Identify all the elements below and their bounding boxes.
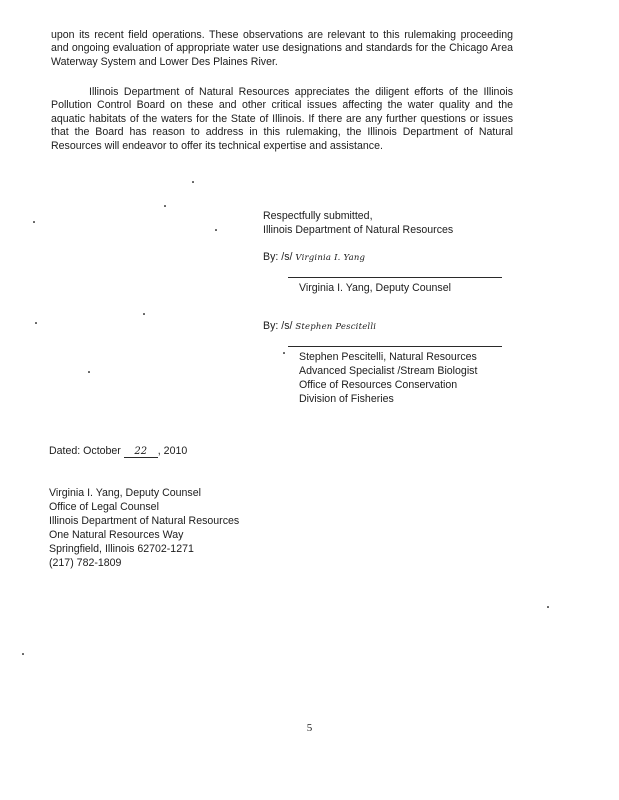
dated-line xyxy=(49,445,187,458)
signer2-line-3: Office of Resources Conservation xyxy=(299,379,458,391)
scan-speck xyxy=(33,221,35,223)
address-line-3: Illinois Department of Natural Resources xyxy=(49,515,240,527)
scan-speck xyxy=(22,653,24,655)
address-line-5: Springfield, Illinois 62702-1271 xyxy=(49,543,194,555)
dated-prefix: Dated: October xyxy=(49,445,121,457)
signer2-underline xyxy=(288,346,502,347)
signer2-by-label: By: /s/ xyxy=(263,320,293,332)
signer1-by-label: By: /s/ xyxy=(263,251,293,263)
address-line-1: Virginia I. Yang, Deputy Counsel xyxy=(49,487,201,499)
signer2-signature-line xyxy=(263,320,376,334)
scan-speck xyxy=(143,313,145,315)
body-paragraph-2: Illinois Department of Natural Resources appreciates the diligent efforts of the Illinois Pollution Control Board on these and other critical issues affecting the water quality and the aquatic habitats of the waters for the State of Illinois. If there are any further questions or issues that the Board has reason to address in this rulemaking, the Illinois Department of Natural Resources will endeavor to offer its technical expertise and assistance. xyxy=(51,86,513,152)
dated-day: 22 xyxy=(124,446,158,458)
address-line-2: Office of Legal Counsel xyxy=(49,501,159,513)
scan-speck xyxy=(215,229,217,231)
scan-speck xyxy=(88,371,90,373)
scan-speck xyxy=(283,352,285,354)
address-line-6: (217) 782-1809 xyxy=(49,557,122,569)
signer1-underline xyxy=(288,277,502,278)
closing-text: Respectfully submitted, xyxy=(263,210,373,222)
scan-speck xyxy=(35,322,37,324)
signer1-signature: Virginia I. Yang xyxy=(295,253,366,263)
scan-speck xyxy=(164,205,166,207)
scan-speck xyxy=(547,606,549,608)
signer1-signature-line xyxy=(263,251,365,265)
body-paragraph-1: upon its recent field operations. These observations are relevant to this rulemaking proceeding and ongoing evaluation of appropriate water use designations and standards for the Chicago Area Waterway System and Lower Des Plaines River. xyxy=(51,29,513,68)
scan-speck xyxy=(192,181,194,183)
organization-name: Illinois Department of Natural Resources xyxy=(263,224,454,236)
page-number: 5 xyxy=(306,722,313,734)
signer2-line-1: Stephen Pescitelli, Natural Resources xyxy=(299,351,477,363)
signer2-line-4: Division of Fisheries xyxy=(299,393,394,405)
signer1-printed-name: Virginia I. Yang, Deputy Counsel xyxy=(299,282,451,294)
dated-suffix: , 2010 xyxy=(157,445,188,457)
address-line-4: One Natural Resources Way xyxy=(49,529,184,541)
signer2-signature: Stephen Pescitelli xyxy=(295,322,377,332)
signer2-line-2: Advanced Specialist /Stream Biologist xyxy=(299,365,478,377)
